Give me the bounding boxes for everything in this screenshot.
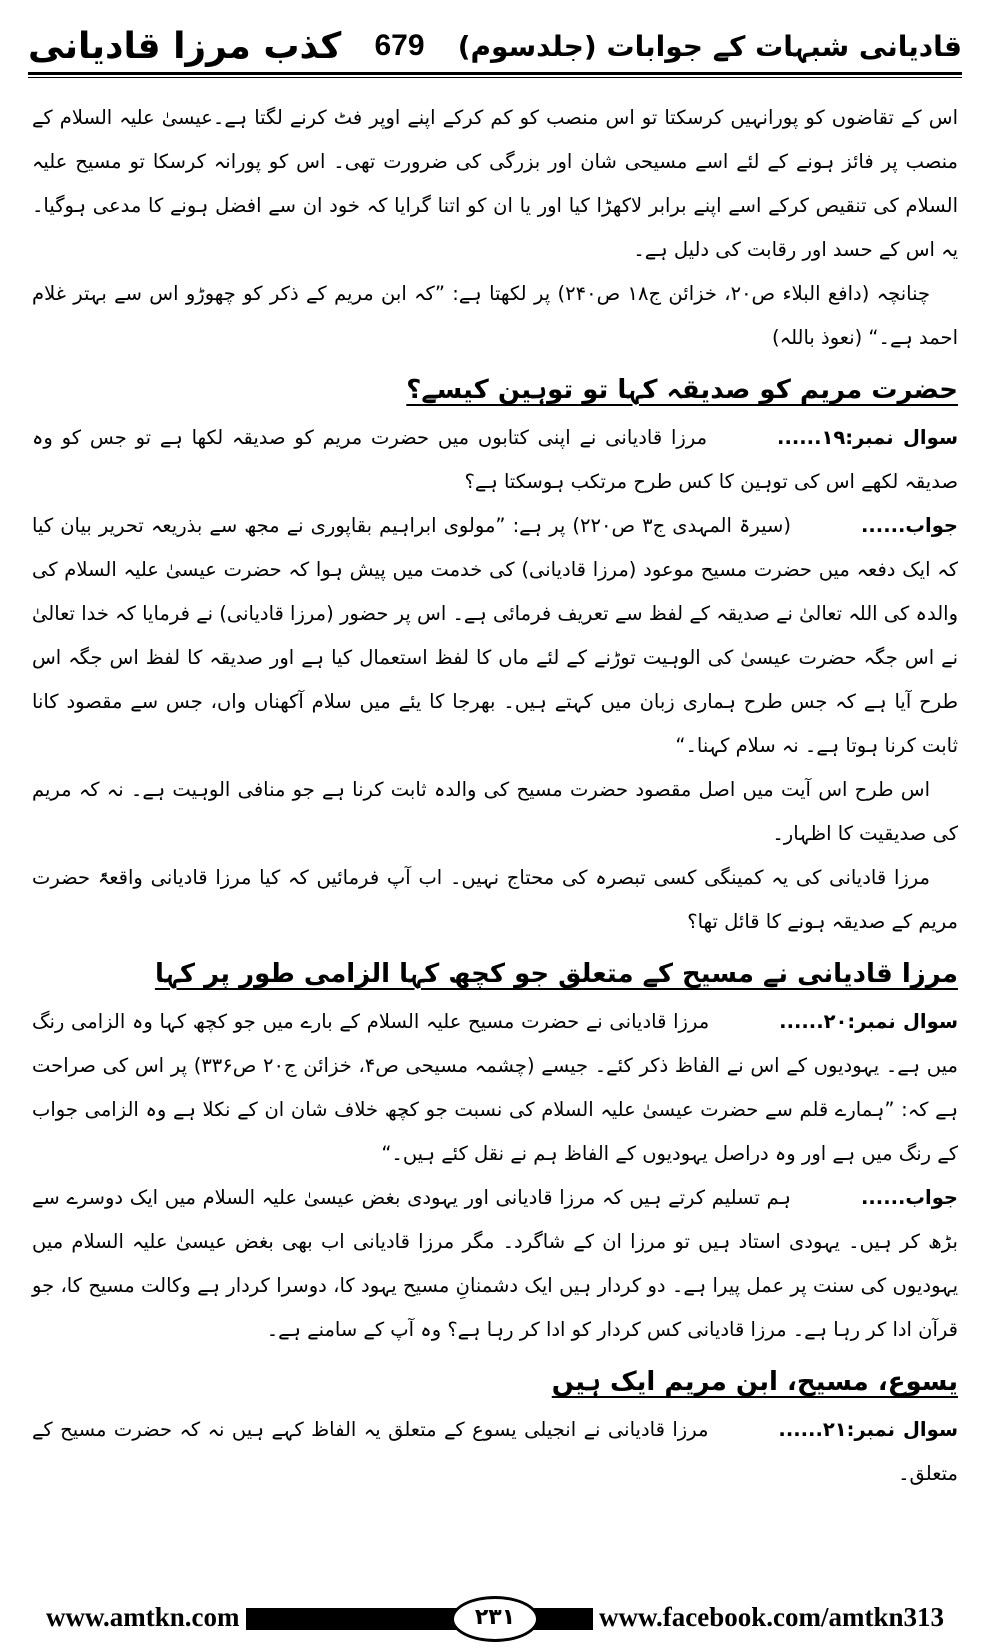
answer-19 [32, 504, 958, 768]
question-19-text: مرزا قادیانی نے اپنی کتابوں میں حضرت مریم کو صدیقہ لکھا ہے تو جس کو وہ صدیقہ لکھے اس کی توہین کا کس طرح مرتکب ہوسکتا ہے؟ [32, 426, 958, 493]
paragraph-1: اس کے تقاضوں کو پورانہیں کرسکتا تو اس منصب کو کم کرکے اپنے اوپر فٹ کرنے لگتا ہے۔عیسیٰ علیہ السلام کے منصب پر فائز ہونے کے لئے اسے مسیحی شان اور بزرگی کی ضرورت تھی۔ اس کو پورانہ کرسکا تو مسیح علیہ السلام کی تنقیص کرکے اسے اپنے برابر لاکھڑا کیا اور یا ان کو اتنا گرایا کہ خود ان سے افضل ہونے کا مدعی ہوگیا۔ یہ اس کے حسد اور رقابت کی دلیل ہے۔ [32, 106, 958, 261]
section-heading-2: مرزا قادیانی نے مسیح کے متعلق جو کچھ کہا الزامی طور پر کہا [154, 959, 958, 989]
question-21 [32, 1408, 958, 1496]
section-heading-1: حضرت مریم کو صدیقہ کہا تو توہین کیسے؟ [406, 375, 958, 405]
website-link[interactable]: www.amtkn.com [40, 1598, 246, 1636]
facebook-link[interactable]: www.facebook.com/amtkn313 [593, 1598, 950, 1636]
answer-20-text: ہم تسلیم کرتے ہیں کہ مرزا قادیانی اور یہودی بغض عیسیٰ علیہ السلام میں ایک دوسرے سے بڑھ کر ہیں۔ یہودی استاد ہیں تو مرزا ان کے شاگرد۔ مگر مرزا قادیانی اب بھی بغض عیسیٰ علیہ السلام میں یہودیوں کی سنت پر عمل پیرا ہے۔ دو کردار ہیں ایک دشمنانِ مسیح یہود کا، دوسرا کردار ہے وکالت مسیح کا، جو قرآن ادا کر رہا ہے۔ مرزا قادیانی کس کردار کو ادا کر رہا ہے؟ وہ آپ کے سامنے ہے۔ [32, 1186, 958, 1341]
answer-19-label: جواب...... [860, 514, 958, 537]
question-21-label: سوال نمبر:۲۱...... [778, 1418, 959, 1441]
running-title: قادیانی شبہات کے جوابات (جلدسوم) [457, 29, 962, 63]
paragraph-4: مرزا قادیانی کی یہ کمینگی کسی تبصرہ کی محتاج نہیں۔ اب آپ فرمائیں کہ کیا مرزا قادیانی واقعۃً حضرت مریم کے صدیقہ ہونے کا قائل تھا؟ [32, 866, 958, 933]
question-20-label: سوال نمبر:۲۰...... [779, 1010, 959, 1033]
question-19 [32, 416, 958, 504]
answer-19-text: (سیرۃ المہدی ج۳ ص۲۲۰) پر ہے: ”مولوی ابراہیم بقاپوری نے مجھ سے بذریعہ تحریر بیان کیا کہ ایک دفعہ میں حضرت مسیح موعود (مرزا قادیانی) کی خدمت میں پیش ہوا کہ حضرت عیسیٰ علیہ السلام کی والدہ کی اللہ تعالیٰ نے صدیقہ کے لفظ سے تعریف فرمائی ہے۔ اس پر حضور (مرزا قادیانی) نے فرمایا کہ خدا تعالیٰ نے اس جگہ حضرت عیسیٰ کی الوہیت توڑنے کے لئے ماں کا لفظ استعمال کیا ہے اور صدیقہ کا لفظ اس جگہ اس طرح آیا ہے کہ جس طرح ہماری زبان میں کہتے ہیں۔ بھرجا کا یئے میں سلام آکھناں واں، جس سے مقصود کانا ثابت کرنا ہوتا ہے۔ نہ سلام کہنا۔“ [32, 514, 958, 757]
answer-20-label: جواب...... [860, 1186, 958, 1209]
page-number: 679 [374, 29, 425, 62]
answer-20 [32, 1176, 958, 1352]
page-footer [40, 1596, 950, 1636]
question-20 [32, 1000, 958, 1176]
question-20-text: مرزا قادیانی نے حضرت مسیح علیہ السلام کے بارے میں جو کچھ کہا وہ الزامی رنگ میں ہے۔ یہودیوں کے اس نے الفاظ ذکر کئے۔ جیسے (چشمہ مسیحی ص۴، خزائن ج۲۰ ص۳۳۶) پر اس کی صراحت ہے کہ: ”ہمارے قلم سے حضرت عیسیٰ علیہ السلام کی نسبت جو کچھ خلاف شان ان کے نکلا ہے وہ الزامی جواب کے رنگ میں ہے اور وہ دراصل یہودیوں کے الفاظ ہم نے نقل کئے ہیں۔“ [32, 1010, 958, 1165]
header-rule [28, 72, 962, 75]
page-body [32, 96, 958, 1496]
question-19-label: سوال نمبر:۱۹...... [777, 426, 959, 449]
page-header [28, 20, 962, 72]
section-heading-3: یسوع، مسیح، ابن مریم ایک ہیں [551, 1367, 958, 1397]
header-rule-thin [28, 77, 962, 78]
book-title: کذب مرزا قادیانی [28, 25, 342, 67]
folio-number: ۲۳۱ [451, 1596, 539, 1642]
paragraph-2: چنانچہ (دافع البلاء ص۲۰، خزائن ج۱۸ ص۲۴۰) پر لکھتا ہے: ”کہ ابن مریم کے ذکر کو چھوڑو اس سے بہتر غلام احمد ہے۔“ (نعوذ باللہ) [32, 282, 958, 349]
paragraph-3: اس طرح اس آیت میں اصل مقصود حضرت مسیح کی والدہ ثابت کرنا ہے جو منافی الوہیت ہے۔ نہ کہ مریم کی صدیقیت کا اظہار۔ [32, 778, 958, 845]
question-21-text: مرزا قادیانی نے انجیلی یسوع کے متعلق یہ الفاظ کہے ہیں نہ کہ حضرت مسیح کے متعلق۔ [32, 1418, 958, 1485]
